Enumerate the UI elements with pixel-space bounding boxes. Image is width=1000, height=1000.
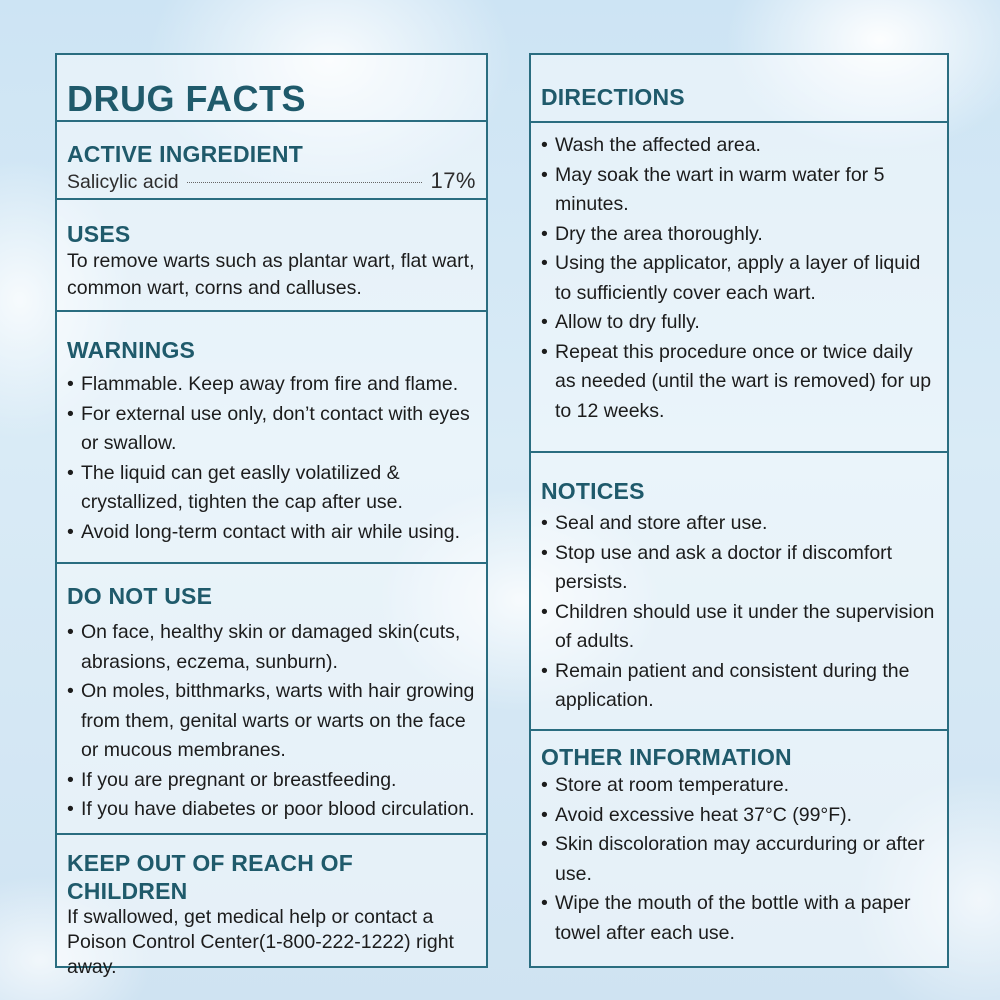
notices-item: • Stop use and ask a doctor if discomfort persists.	[541, 539, 937, 598]
other-information-section	[531, 729, 947, 966]
notices-section	[531, 451, 947, 729]
notices-list	[541, 509, 937, 716]
other-information-item: • Store at room temperature.	[541, 771, 937, 801]
warnings-item: • For external use only, don’t contact with eyes or swallow.	[67, 400, 476, 459]
directions-heading: DIRECTIONS	[541, 84, 685, 110]
notices-heading: NOTICES	[541, 478, 645, 504]
active-ingredient-section	[57, 120, 486, 198]
do-not-use-item: • On face, healthy skin or damaged skin(cuts, abrasions, eczema, sunburn).	[67, 618, 476, 677]
other-information-item: • Avoid excessive heat 37°C (99°F).	[541, 801, 937, 831]
other-information-item: • Skin discoloration may accurduring or after use.	[541, 830, 937, 889]
directions-item: • May soak the wart in warm water for 5 minutes.	[541, 161, 937, 220]
do-not-use-list	[67, 618, 476, 825]
warnings-list	[67, 370, 476, 547]
directions-section	[531, 121, 947, 451]
directions-item: • Wash the affected area.	[541, 131, 937, 161]
drug-facts-right-panel	[529, 53, 949, 968]
notices-item: • Remain patient and consistent during the application.	[541, 657, 937, 716]
uses-section	[57, 198, 486, 310]
do-not-use-heading: DO NOT USE	[67, 583, 213, 609]
keep-out-heading: KEEP OUT OF REACH OF CHILDREN	[67, 850, 353, 904]
warnings-item: • Flammable. Keep away from fire and flame.	[67, 370, 476, 400]
dotted-leader	[187, 182, 423, 183]
do-not-use-item: • If you have diabetes or poor blood circulation.	[67, 795, 476, 825]
directions-item: • Allow to dry fully.	[541, 308, 937, 338]
do-not-use-item: • If you are pregnant or breastfeeding.	[67, 766, 476, 796]
drug-facts-title: DRUG FACTS	[67, 78, 306, 119]
directions-item: • Dry the area thoroughly.	[541, 220, 937, 250]
other-information-item: • Wipe the mouth of the bottle with a paper towel after each use.	[541, 889, 937, 948]
ingredient-name: Salicylic acid	[67, 171, 179, 193]
ingredient-percent: 17%	[430, 168, 476, 193]
uses-text: To remove warts such as plantar wart, flat wart, common wart, corns and calluses.	[67, 250, 475, 299]
drug-facts-title-section	[57, 55, 486, 120]
other-information-list	[541, 771, 937, 948]
warnings-section	[57, 310, 486, 562]
warnings-item: • The liquid can get easlly volatilized & crystallized, tighten the cap after use.	[67, 459, 476, 518]
ingredient-row	[67, 168, 476, 195]
warnings-item: • Avoid long-term contact with air while using.	[67, 518, 476, 548]
other-information-heading: OTHER INFORMATION	[541, 744, 792, 770]
uses-heading: USES	[67, 221, 131, 247]
directions-heading-section	[531, 55, 947, 121]
notices-item: • Children should use it under the supervision of adults.	[541, 598, 937, 657]
warnings-heading: WARNINGS	[67, 337, 196, 363]
directions-item: • Repeat this procedure once or twice daily as needed (until the wart is removed) for up to 12 weeks.	[541, 338, 937, 427]
directions-item: • Using the applicator, apply a layer of liquid to sufficiently cover each wart.	[541, 249, 937, 308]
keep-out-section	[57, 833, 486, 978]
do-not-use-section	[57, 562, 486, 833]
directions-list	[541, 131, 937, 426]
drug-facts-left-panel	[55, 53, 488, 978]
notices-item: • Seal and store after use.	[541, 509, 937, 539]
active-ingredient-heading: ACTIVE INGREDIENT	[67, 141, 303, 167]
keep-out-text: If swallowed, get medical help or contact a Poison Control Center(1-800-222-1222) right away.	[67, 906, 454, 978]
do-not-use-item: • On moles, bitthmarks, warts with hair growing from them, genital warts or warts on the face or mucous membranes.	[67, 677, 476, 766]
